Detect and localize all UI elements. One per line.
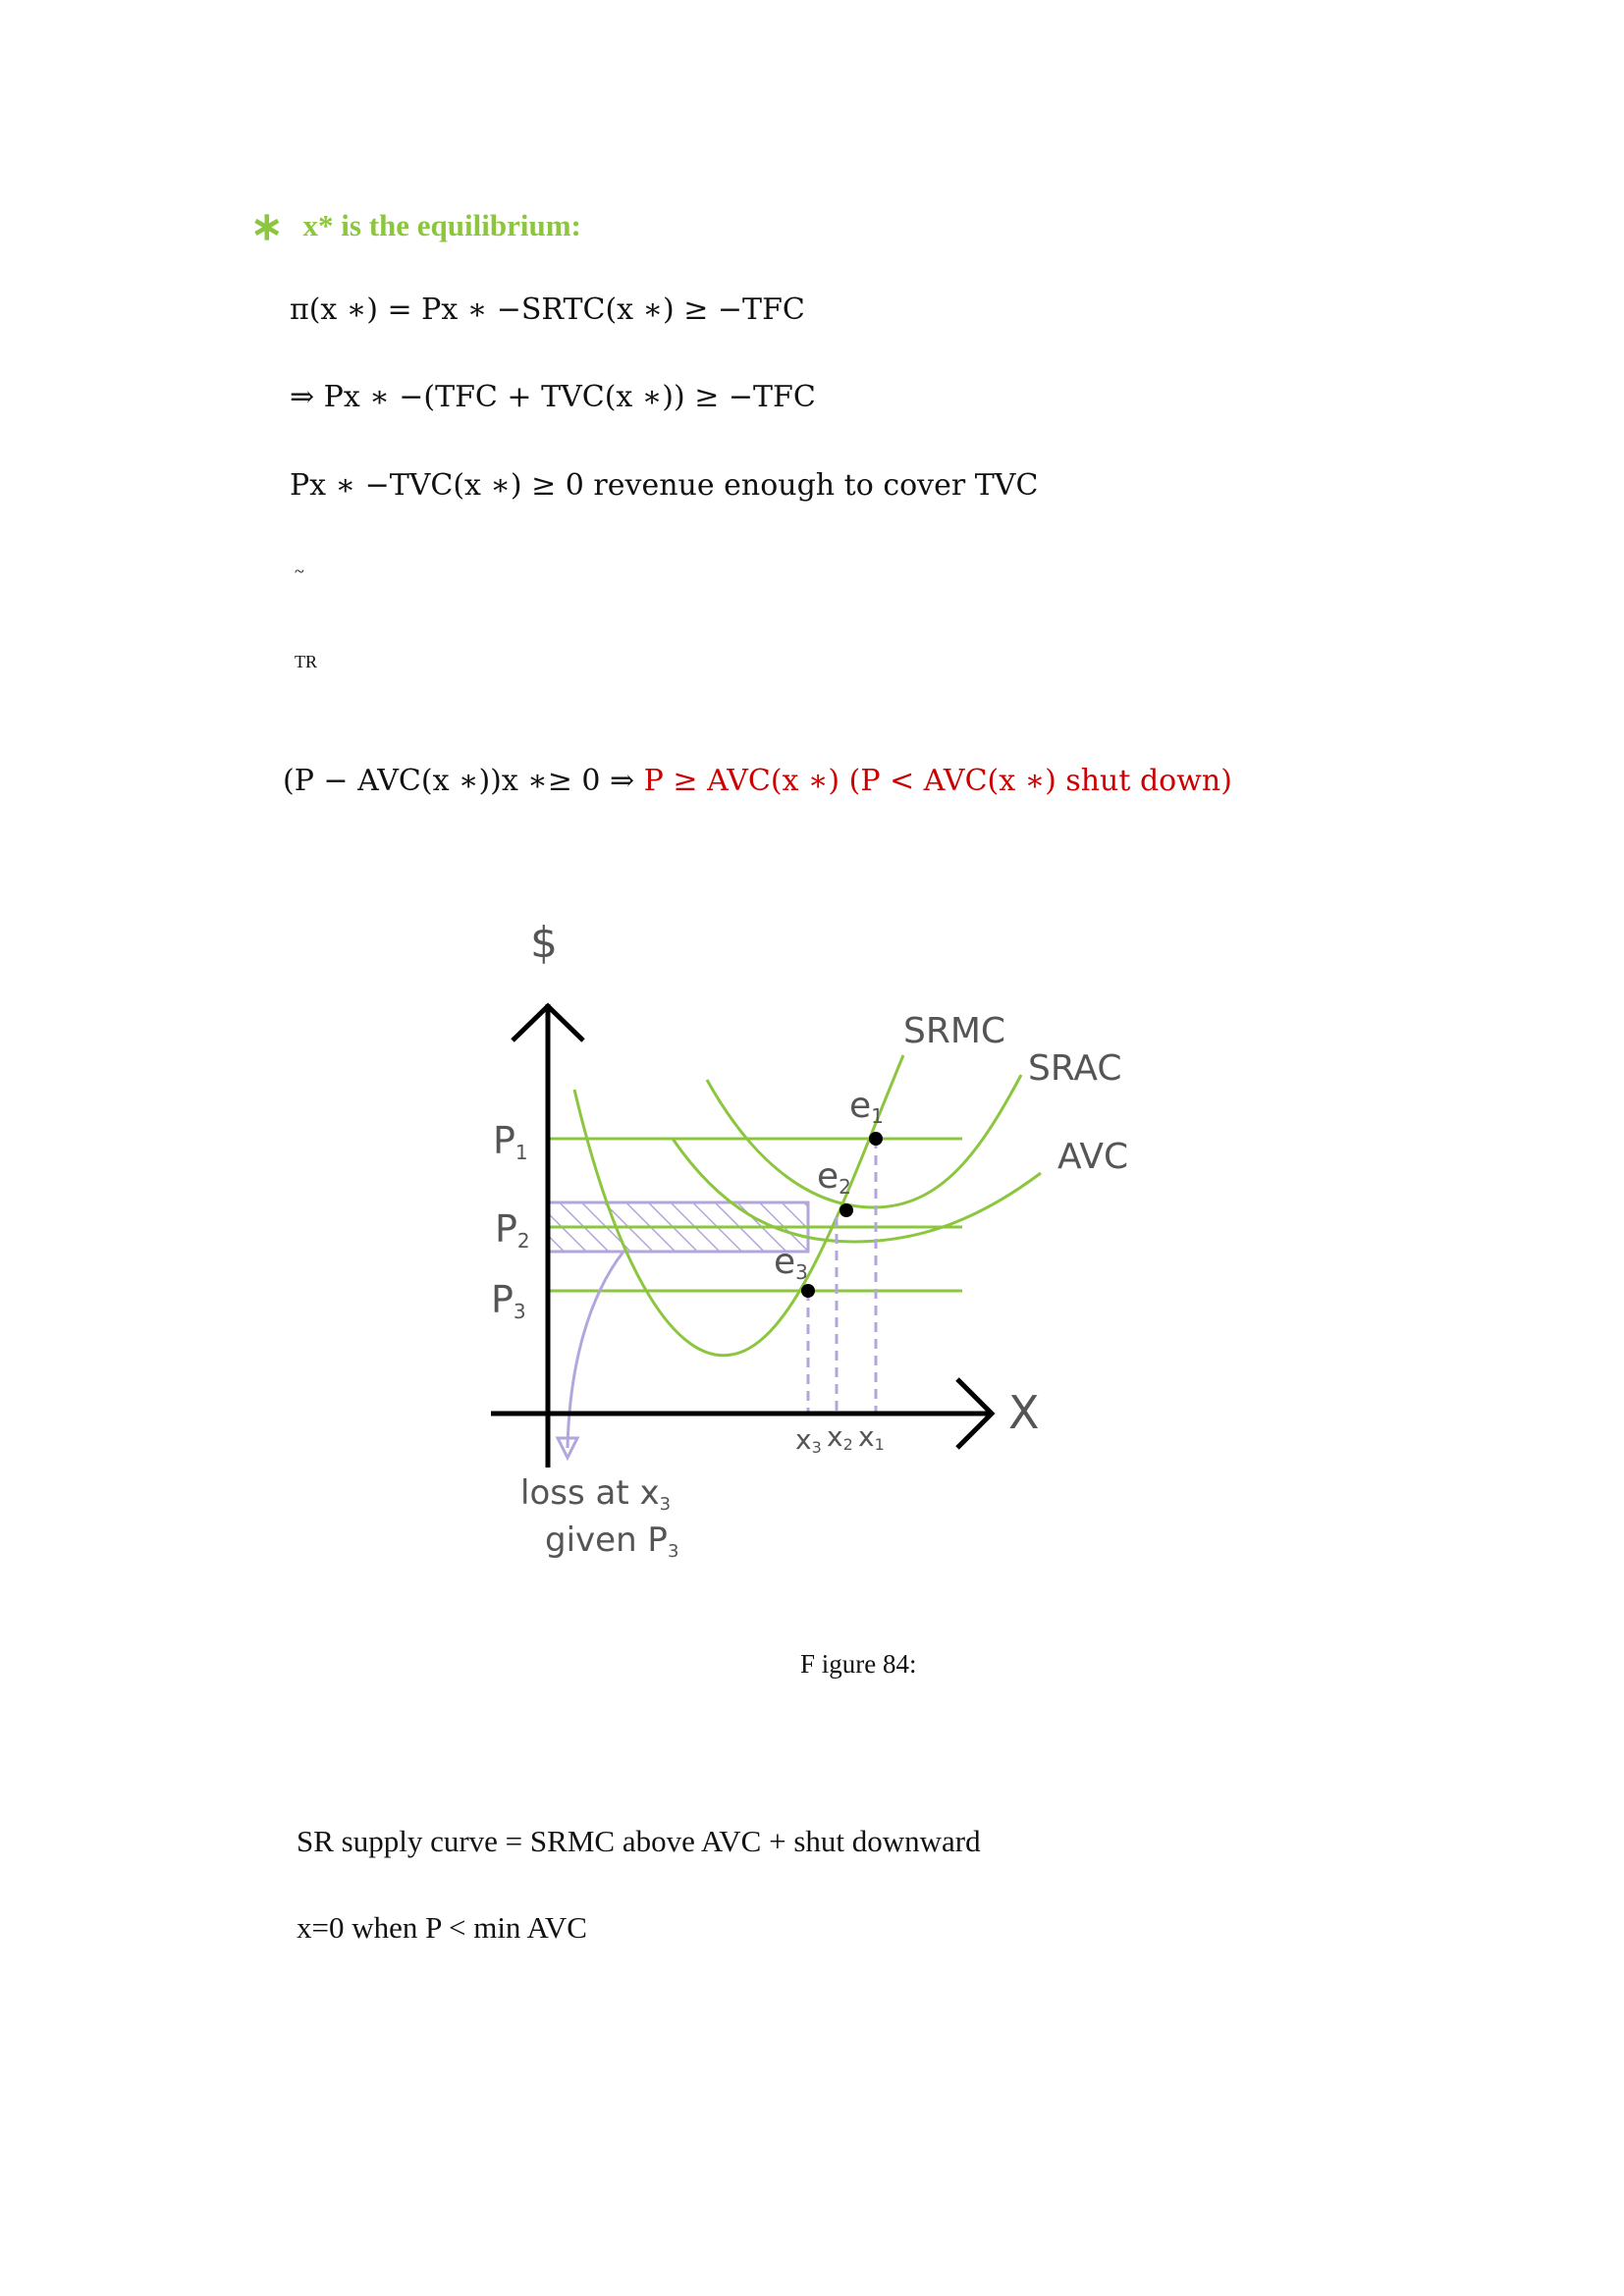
equation-profit: π(x ∗) = Px ∗ −SRTC(x ∗) ≥ −TFC xyxy=(290,293,805,327)
x-axis-label: X xyxy=(1008,1386,1040,1439)
equation-substitution: ⇒ Px ∗ −(TFC + TVC(x ∗)) ≥ −TFC xyxy=(290,380,816,414)
heading-text: x* is the equilibrium: xyxy=(302,208,581,242)
point-e3 xyxy=(801,1284,815,1298)
section-heading xyxy=(250,199,581,248)
price-label-p1: P1 xyxy=(493,1119,528,1164)
point-label-e2: e2 xyxy=(817,1156,851,1199)
shutdown-rule-text: x=0 when P < min AVC xyxy=(297,1910,587,1945)
price-label-p2: P2 xyxy=(495,1207,530,1253)
y-axis-label: $ xyxy=(530,918,558,968)
srac-label: SRAC xyxy=(1028,1048,1122,1089)
x-tick-x3: x3 xyxy=(795,1423,822,1457)
point-e2 xyxy=(839,1203,853,1217)
price-label-p3: P3 xyxy=(491,1278,526,1323)
equation-revenue-covers-tvc: Px ∗ −TVC(x ∗) ≥ 0 revenue enough to cover TVC xyxy=(290,468,1039,503)
avc-label: AVC xyxy=(1057,1137,1129,1177)
loss-label-line2: given P3 xyxy=(545,1521,679,1562)
shutdown-condition xyxy=(283,764,1232,798)
condition-black-part: (P − AVC(x ∗))x ∗≥ 0 ⇒ xyxy=(283,764,644,798)
supply-curve-text: SR supply curve = SRMC above AVC + shut downward xyxy=(297,1824,981,1858)
asterisk-bullet-icon: ∗ xyxy=(250,204,284,248)
point-label-e3: e3 xyxy=(774,1242,808,1284)
x-tick-x2: x2 xyxy=(827,1420,853,1454)
cost-curves-figure xyxy=(481,903,1188,1571)
point-label-e1: e1 xyxy=(849,1086,884,1128)
tr-label: TR xyxy=(295,652,318,671)
condition-red-part: P ≥ AVC(x ∗) (P < AVC(x ∗) shut down) xyxy=(643,764,1232,798)
point-e1 xyxy=(869,1132,883,1146)
x-tick-x1: x1 xyxy=(858,1420,885,1454)
loss-arrow xyxy=(568,1252,623,1448)
tilde-mark: ~ xyxy=(295,561,304,581)
loss-label-line1: loss at x3 xyxy=(520,1473,672,1515)
figure-caption: F igure 84: xyxy=(800,1649,917,1679)
srmc-label: SRMC xyxy=(903,1011,1006,1051)
